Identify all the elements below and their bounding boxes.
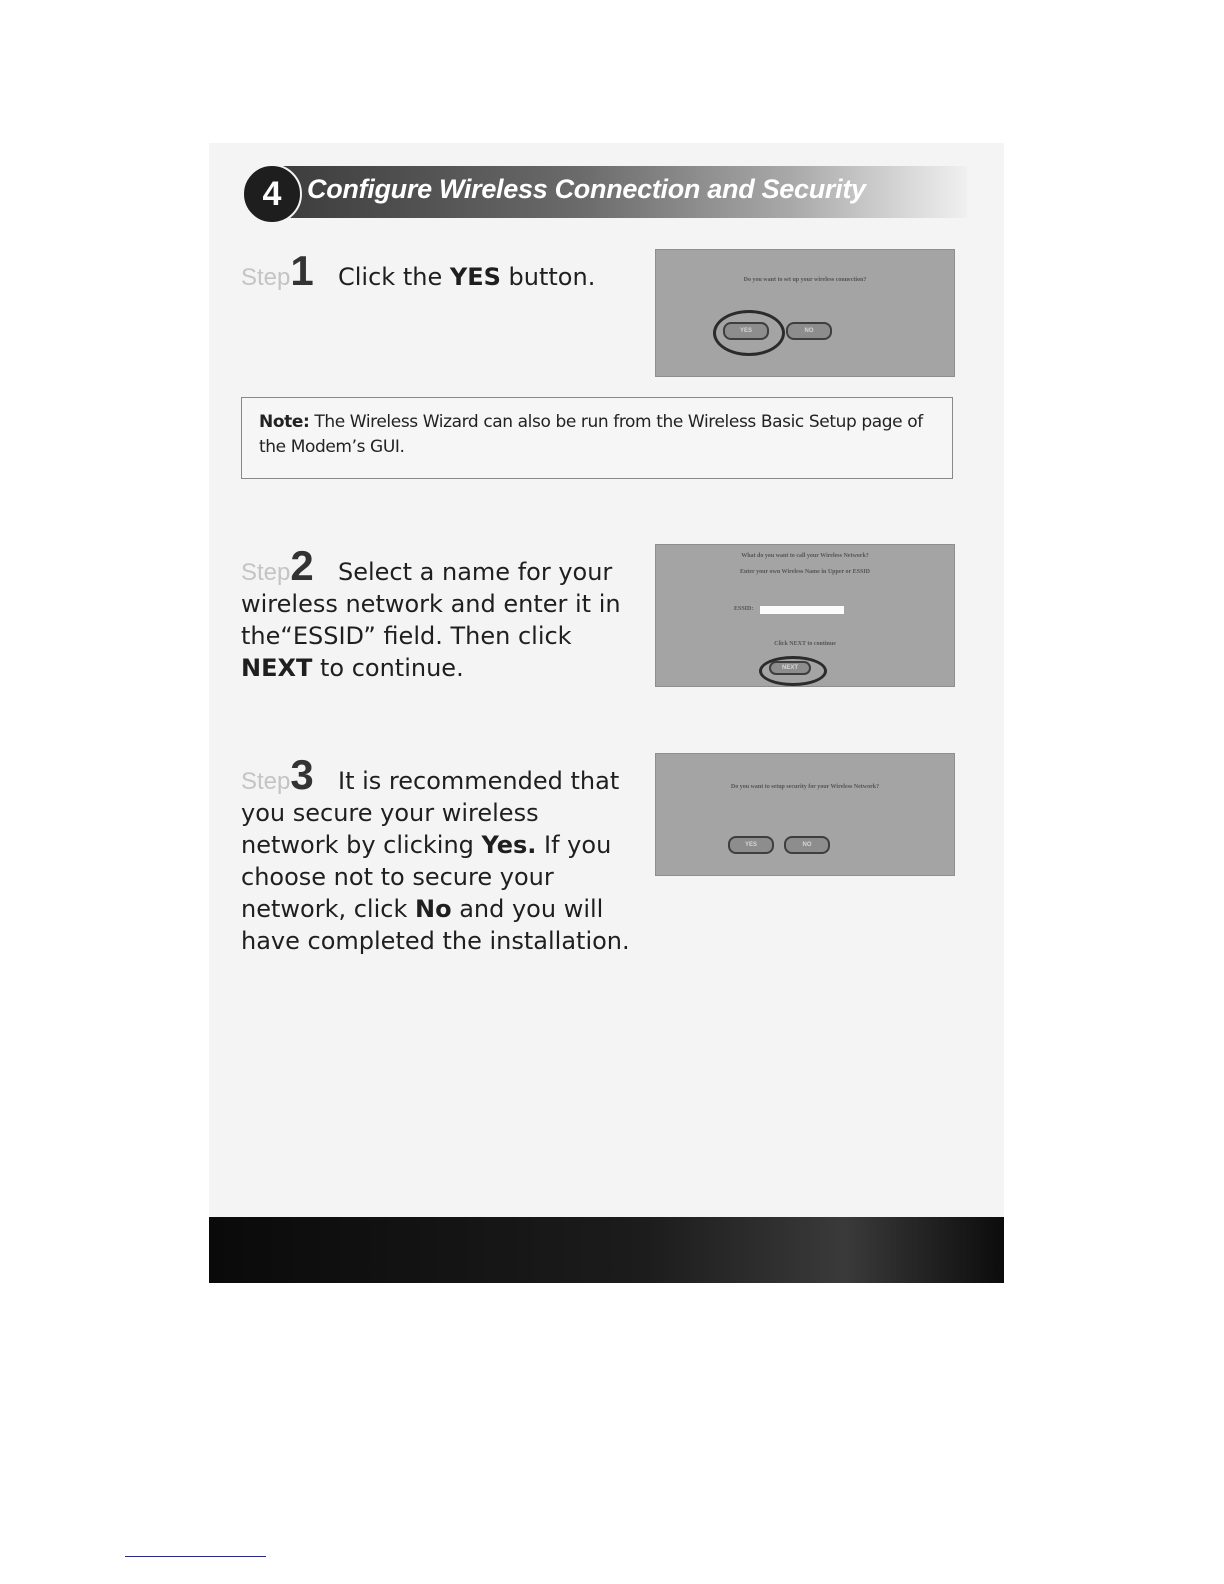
step-1-screenshot bbox=[655, 249, 955, 377]
wizard-question: What do you want to call your Wireless Network? bbox=[741, 553, 869, 559]
wizard-question: Do you want to setup security for your Wireless Network? bbox=[730, 784, 880, 790]
section-title: Configure Wireless Connection and Security bbox=[307, 174, 866, 204]
next-button[interactable]: NEXT bbox=[769, 661, 811, 675]
step-1-label: Step1 bbox=[241, 247, 314, 294]
step-2-label: Step2 bbox=[241, 542, 314, 589]
essid-input[interactable] bbox=[760, 606, 844, 614]
section-number-badge: 4 bbox=[242, 164, 302, 224]
step-3-screenshot bbox=[655, 753, 955, 876]
wizard-question: Do you want to set up your wireless connection? bbox=[743, 277, 867, 283]
continue-hint: Click NEXT to continue bbox=[774, 641, 836, 647]
step-2-instruction: Select a name for your wireless network and enter it in the“ESSID” field. Then click NEXT to continue. bbox=[241, 558, 621, 682]
no-button[interactable]: NO bbox=[786, 322, 832, 340]
manual-page bbox=[209, 143, 1004, 1283]
wizard-hint: Enter your own Wireless Name in Upper or ESSID bbox=[740, 569, 870, 575]
yes-button[interactable]: YES bbox=[723, 322, 769, 340]
essid-label: ESSID: bbox=[734, 606, 754, 612]
note-box bbox=[241, 397, 953, 479]
note-text: Note: The Wireless Wizard can also be run from the Wireless Basic Setup page of the Modem’s GUI. bbox=[259, 412, 923, 457]
step-3-label: Step3 bbox=[241, 751, 314, 798]
step-3-instruction: It is recommended that you secure your wireless network by clicking Yes. If you choose not to secure your network, click No and you will have completed the installation. bbox=[241, 767, 630, 955]
footer-band bbox=[209, 1217, 1004, 1283]
yes-button[interactable]: YES bbox=[728, 836, 774, 854]
step-2-screenshot bbox=[655, 544, 955, 687]
step-1-instruction: Click the YES button. bbox=[338, 263, 596, 291]
footnote-rule bbox=[125, 1556, 266, 1557]
no-button[interactable]: NO bbox=[784, 836, 830, 854]
